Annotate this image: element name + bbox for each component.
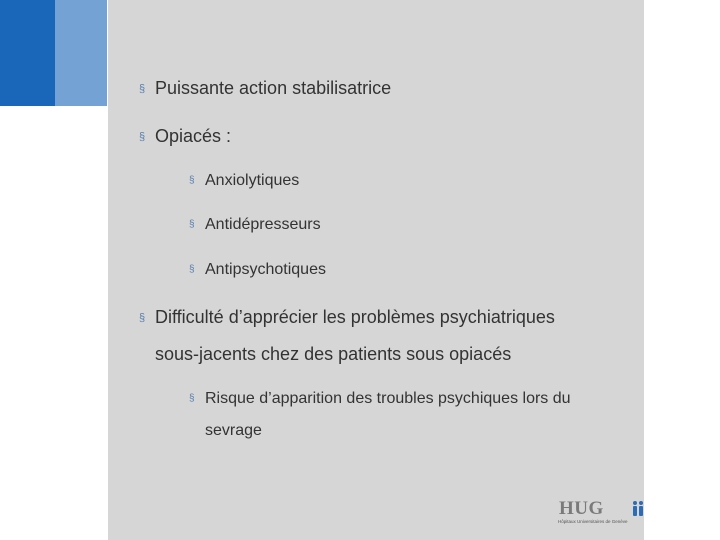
bullet-marker: § — [139, 131, 146, 143]
bullet-text: sevrage — [205, 422, 262, 439]
bullet-marker: § — [189, 393, 195, 404]
sub-bullet-item — [189, 172, 300, 190]
bullet-item — [139, 126, 232, 147]
people-icon — [631, 500, 645, 518]
bullet-text: Puissante action stabilisatrice — [155, 78, 392, 98]
bullet-text: Anxiolytiques — [205, 172, 300, 189]
bullet-continuation — [205, 422, 262, 440]
bullet-marker: § — [189, 219, 195, 230]
bullet-text: Antidépresseurs — [205, 216, 321, 233]
bullet-text: Opiacés : — [155, 126, 232, 146]
bullet-text: Antipsychotiques — [205, 261, 326, 278]
bullet-text: sous-jacents chez des patients sous opiacés — [155, 344, 512, 364]
bullet-text: Difficulté d’apprécier les problèmes psychiatriques — [155, 307, 555, 327]
bullet-marker: § — [189, 264, 195, 275]
bullet-marker: § — [139, 83, 146, 95]
bullet-marker: § — [189, 175, 195, 186]
logo-subtitle: Hôpitaux Universitaires de Genève — [558, 519, 628, 524]
header-block-light — [55, 0, 107, 106]
bullet-item — [139, 78, 392, 99]
sub-bullet-item — [189, 216, 321, 234]
logo-wordmark: HUG — [559, 498, 604, 519]
bullet-marker: § — [139, 312, 146, 324]
sub-bullet-item — [189, 390, 571, 408]
bullet-item — [139, 307, 555, 328]
sub-bullet-item — [189, 261, 326, 279]
hug-logo — [557, 500, 645, 526]
header-block-dark — [0, 0, 55, 106]
bullet-continuation — [155, 344, 511, 365]
bullet-text: Risque d’apparition des troubles psychiques lors du — [205, 390, 571, 407]
